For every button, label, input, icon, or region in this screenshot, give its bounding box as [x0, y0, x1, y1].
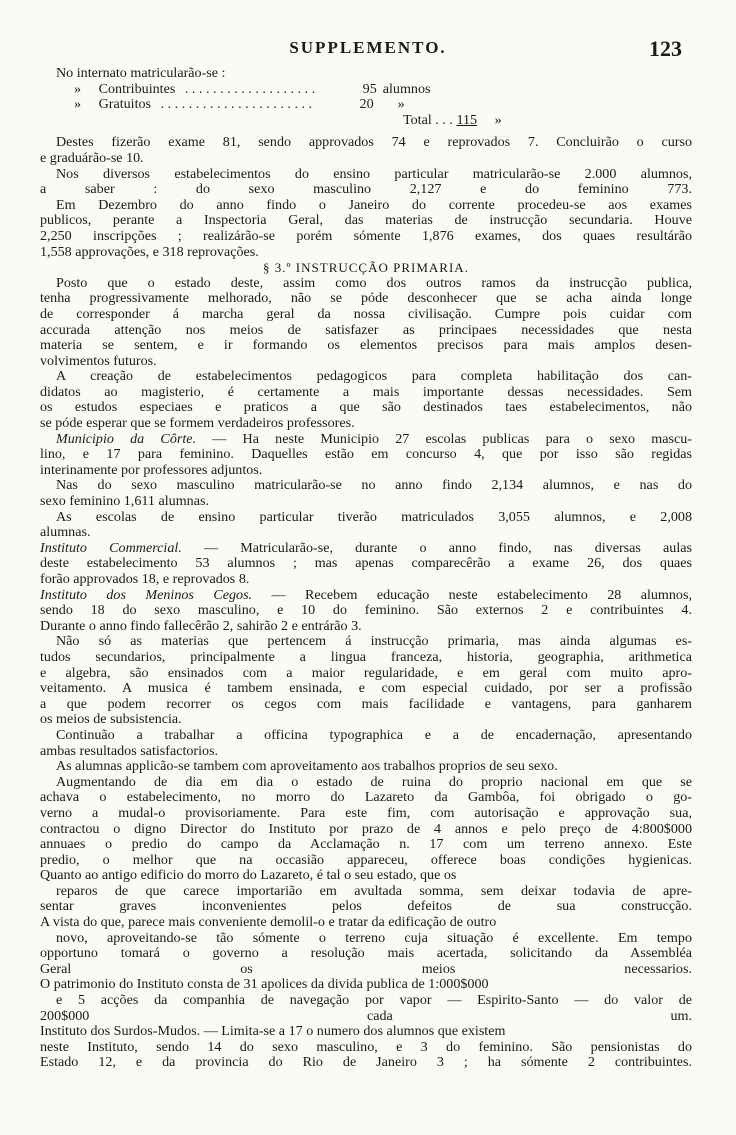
text-line: Não só as materias que pertencem á instrucção primaria, mas ainda algumas es-	[56, 634, 692, 650]
text-line: annuaes o predio do campo da Acclamação n. 17 com um terreno annexo. Este	[40, 837, 692, 853]
text-line: lino, e 17 para feminino. Daquelles estão em concurso 4, que por isso são regidas	[40, 447, 692, 463]
text-line: e graduárão-se 10.	[40, 150, 144, 166]
text-line: Geral os meios necessarios.	[40, 961, 692, 977]
text-line: 1,558 approvações, e 318 reprovações.	[40, 244, 259, 260]
text-line: neste Instituto, sendo 14 do sexo masculino, e 3 do feminino. São pensionistas do	[40, 1039, 692, 1055]
text-line: Augmentando de dia em dia o estado de ruina do proprio nacional em que se	[56, 774, 692, 790]
text-line: predio, o melhor que na occasião appareceu, offerece boas condições hygienicas.	[40, 852, 692, 868]
ditto-mark: »	[74, 81, 82, 97]
text-line: verno a mudal-o provisoriamente. Para este fim, com autorisação e approvação sua,	[40, 805, 692, 821]
running-title: SUPPLEMENTO.	[289, 38, 447, 57]
text-line: reparos de que carece importarião em avultada somma, sem deixar todavia de apre-	[56, 883, 692, 899]
enrollment-label: Gratuitos	[98, 97, 152, 113]
text-line: Quanto ao antigo edificio do morro do Lazareto, é tal o seu estado, que os	[40, 868, 457, 884]
text-line: publicos, perante a Inspectoria Geral, das materias de instrucção secundaria. Houve	[40, 213, 692, 229]
text-line: os meios de subsistencia.	[40, 712, 182, 728]
enrollment-row	[40, 97, 692, 113]
text-line: sentar graves inconvenientes pelos defeitos de sua construcção.	[40, 899, 692, 915]
total-value: 115	[456, 112, 478, 128]
text-line: novo, aproveitando-se tão sómente o terreno cuja situação é excellente. Em tempo	[56, 930, 692, 946]
total-unit: »	[494, 112, 502, 128]
text-line: veitamento. A musica é tambem ensinada, e com especial cuidado, por ser a profissão	[40, 681, 692, 697]
enrollment-unit: »	[397, 97, 405, 113]
text-line: Nos diversos estabelecimentos do ensino particular matricularão-se 2.000 alumnos,	[56, 166, 692, 182]
text-line: e algebra, são ensinados com a maior regularidade, e em geral com muito apro-	[40, 665, 692, 681]
text-line: se póde esperar que se formem verdadeiros professores.	[40, 416, 355, 432]
total-label: Total . . .	[403, 112, 453, 128]
text-line: Nas do sexo masculino matricularão-se no anno findo 2,134 alumnos, e nas do	[56, 478, 692, 494]
body-text	[40, 66, 692, 1071]
text-line: O patrimonio do Instituto consta de 31 apolices da divida publica de 1:000$000	[40, 977, 489, 993]
enrollment-unit: alumnos	[382, 81, 431, 97]
text-line: sendo 18 do sexo masculino, e 10 do feminino. São externos 2 e contribuintes 4.	[40, 603, 692, 619]
text-line: Estado 12, e da provincia do Rio de Janeiro 3 ; ha sómente 2 contribuintes.	[40, 1055, 692, 1071]
enrollment-intro: No internato matricularão-se :	[56, 66, 226, 81]
institution-name: Instituto Commercial.	[40, 540, 182, 556]
enrollment-count: 95	[362, 81, 377, 97]
enrollment-count: 20	[359, 97, 374, 113]
text-line: e 5 acções da companhia de navegação por vapor — Espirito-Santo — do valor de	[56, 993, 692, 1009]
text-line: forão approvados 18, e reprovados 8.	[40, 572, 250, 587]
dot-leader: . . . . . . . . . . . . . . . . . . . . . .	[160, 97, 313, 113]
text-line: Durante o anno findo fallecêrão 2, sahirão 2 e entrárão 3.	[40, 618, 362, 634]
text-line: sexo feminino 1,611 alumnas.	[40, 494, 209, 510]
text-line: materia se sentem, e ir formando os elementos precisos para mais amplos desen-	[40, 338, 692, 354]
text-line: 200$000 cada um.	[40, 1008, 692, 1024]
text-line: de corresponder á marcha geral da nossa civilisação. Cumpre pois cuidar com	[40, 306, 692, 322]
text-line: Municipio da Côrte. — Ha neste Municipio 27 escolas publicas para o sexo mascu-	[56, 431, 692, 447]
institution-name: Instituto dos Meninos Cegos.	[40, 587, 253, 603]
text-line: deste estabelecimento 53 alumnos ; mas apenas comparecêrão a exame 26, dos quaes	[40, 556, 692, 572]
text-line: Continuão a trabalhar a officina typographica e a de encadernação, apresentando	[56, 727, 692, 743]
enrollment-total	[40, 113, 692, 129]
enrollment-label: Contribuintes	[98, 81, 176, 97]
page-header	[0, 36, 736, 62]
section-heading: § 3.º INSTRUCÇÃO PRIMARIA.	[263, 260, 469, 276]
text-line: alumnas.	[40, 525, 91, 541]
text-line: Instituto dos Meninos Cegos. — Recebem educação neste estabelecimento 28 alumnos,	[40, 587, 692, 603]
text-line: Em Dezembro do anno findo o Janeiro do corrente procedeu-se aos exames	[56, 197, 692, 213]
text-line: Instituto dos Surdos-Mudos. — Limita-se a 17 o numero dos alumnos que existem	[40, 1024, 506, 1040]
text-line: achava o estabelecimento, no morro do Lazareto da Gambôa, foi obrigado o go-	[40, 790, 692, 806]
text-line: A vista do que, parece mais conveniente demolil-o e tratar da edificação de outro	[40, 915, 497, 931]
institution-name: Municipio da Côrte.	[56, 431, 197, 447]
enrollment-row	[40, 82, 692, 98]
text-line: As alumnas applicão-se tambem com aproveitamento aos trabalhos proprios de seu sexo.	[56, 759, 558, 775]
text-line: Instituto Commercial. — Matricularão-se, durante o anno findo, nas diversas aulas	[40, 540, 692, 556]
text-line: interinamente por professores adjuntos.	[40, 462, 263, 478]
dot-leader: . . . . . . . . . . . . . . . . . . .	[184, 81, 316, 97]
text-line: Posto que o estado deste, assim como dos outros ramos da instrucção publica,	[56, 275, 692, 291]
text-line: ambas resultados satisfactorios.	[40, 743, 219, 759]
text-line: As escolas de ensino particular tiverão matriculados 3,055 alumnos, e 2,008	[56, 509, 692, 525]
text-line: accurada attenção nos meios de satisfazer as principaes necessidades que nesta	[40, 322, 692, 338]
text-line: contractou o digno Director do Instituto por prazo de 4 annos e pelo preço de 4:800$000	[40, 821, 692, 837]
text-line: Destes fizerão exame 81, sendo approvados 74 e reprovados 7. Concluirão o curso	[56, 135, 692, 151]
text-line: 2,250 inscripções ; realizárão-se porém sómente 1,876 exames, dos quaes resultárão	[40, 228, 692, 244]
text-line: opportuno tomará o governo a resolução mais acertada, solicitando da Assembléa	[40, 946, 692, 962]
ditto-mark: »	[74, 97, 82, 113]
text-line: tudos secundarios, principalmente a lingua franceza, historia, geographia, arithmetica	[40, 649, 692, 665]
text-line: a que podem recorrer os cegos com mais facilidade e vantagens, para ganharem	[40, 696, 692, 712]
page-number: 123	[649, 36, 682, 61]
text-line: didatos ao magisterio, é certamente a mais importante dessas necessidades. Sem	[40, 384, 692, 400]
text-line: A creação de estabelecimentos pedagogicos para completa habilitação dos can-	[56, 369, 692, 385]
text-line: a saber : do sexo masculino 2,127 e do feminino 773.	[40, 182, 692, 198]
text-line: volvimentos futuros.	[40, 353, 157, 369]
text-line: os estudos especiaes e praticos a que são destinados taes estabelecimentos, não	[40, 400, 692, 416]
text-line: tenha progressivamente melhorado, não se póde desconhecer que se acha ainda longe	[40, 291, 692, 307]
